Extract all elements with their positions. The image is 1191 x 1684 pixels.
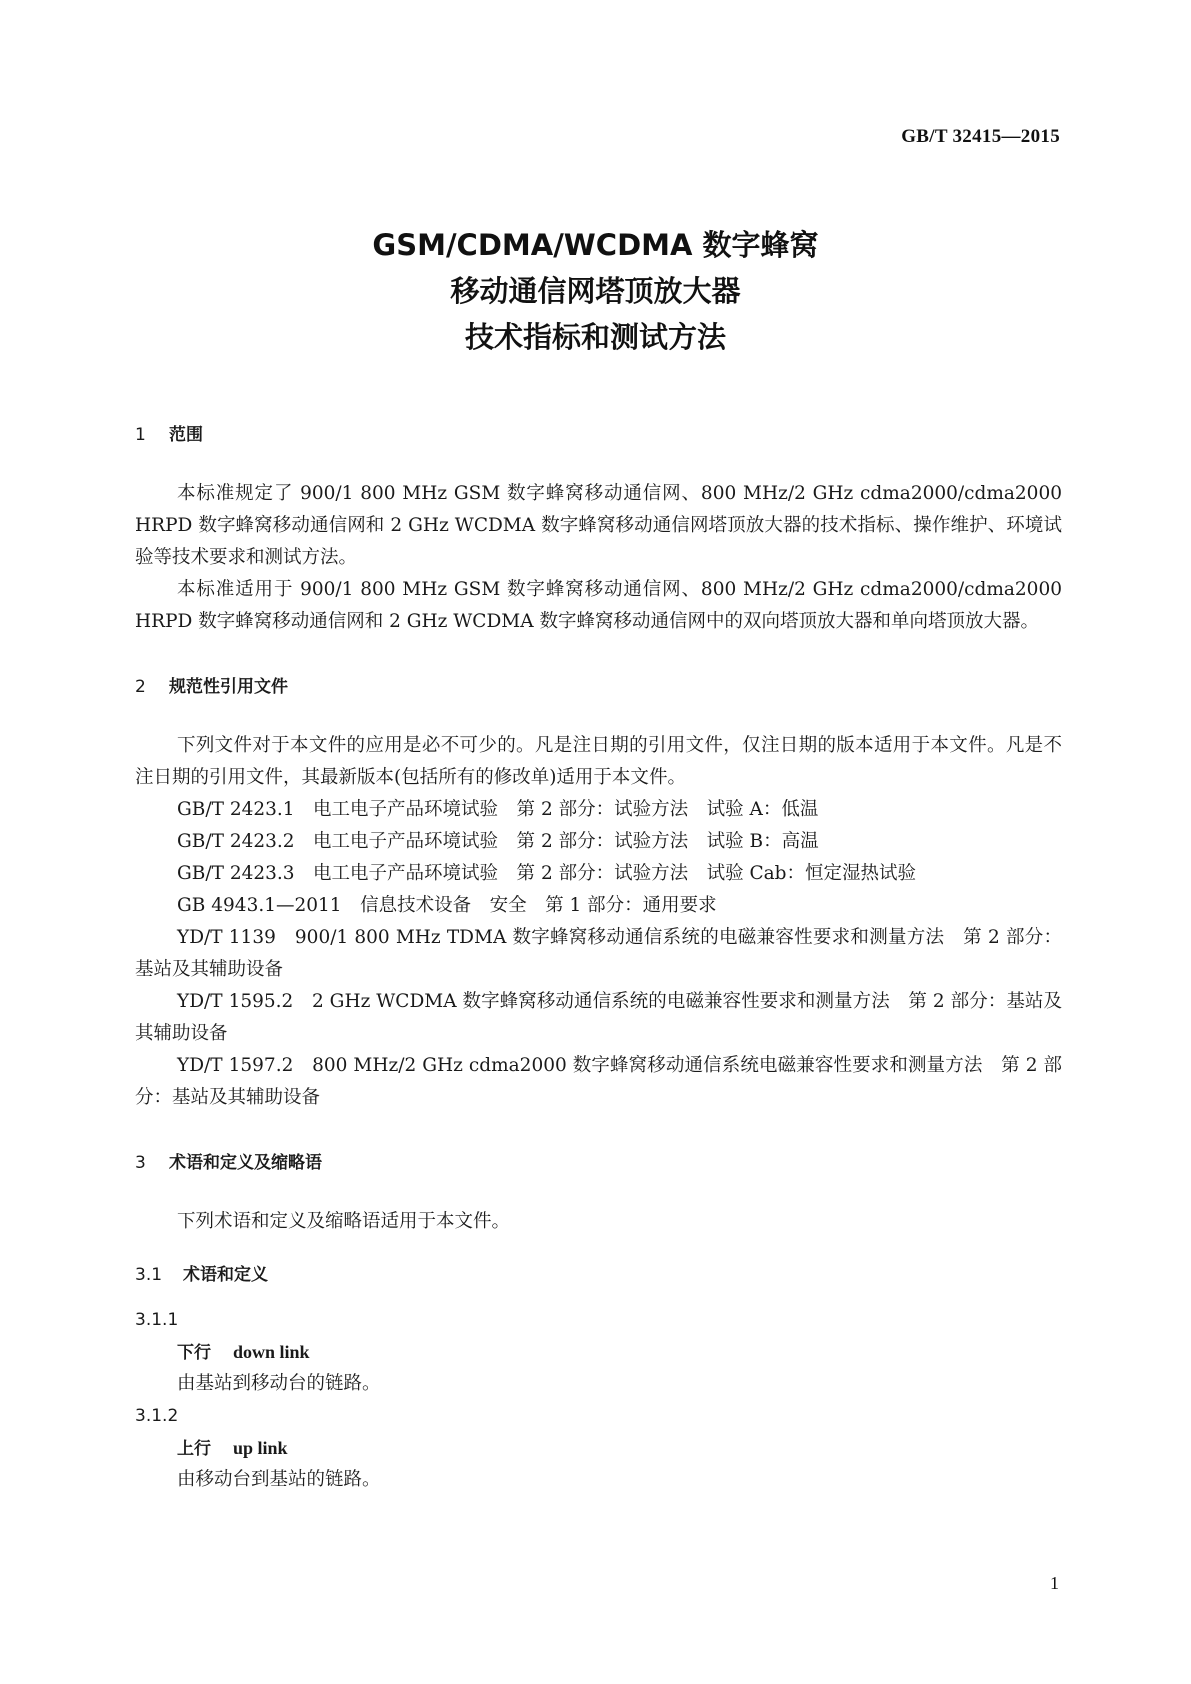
term-heading [135, 1336, 1062, 1368]
section-title: 术语和定义及缩略语 [169, 1153, 322, 1173]
section-title: 规范性引用文件 [169, 677, 288, 697]
section-3-heading [135, 1148, 1062, 1178]
section-title: 范围 [169, 425, 203, 445]
reference-item: YD/T 1595.2 2 GHz WCDMA 数字蜂窝移动通信系统的电磁兼容性要求和测量方法 第 2 部分：基站及其辅助设备 [135, 991, 1062, 1044]
section-number: 2 [135, 677, 146, 697]
scope-paragraph-2: 本标准适用于 900/1 800 MHz GSM 数字蜂窝移动通信网、800 MHz/2 GHz cdma2000/cdma2000 HRPD 数字蜂窝移动通信网和 2 GHz WCDMA 数字蜂窝移动通信网中的双向塔顶放大器和单向塔顶放大器。 [135, 579, 1062, 632]
term-zh: 上行 [177, 1439, 211, 1459]
subsection-3-1-heading [135, 1260, 1062, 1290]
document-body [135, 420, 1062, 1496]
subsection-number: 3.1 [135, 1265, 163, 1285]
title-line-2: 移动通信网塔顶放大器 [450, 274, 741, 308]
scope-paragraph-1: 本标准规定了 900/1 800 MHz GSM 数字蜂窝移动通信网、800 MHz/2 GHz cdma2000/cdma2000 HRPD 数字蜂窝移动通信网和 2 GHz WCDMA 数字蜂窝移动通信网塔顶放大器的技术指标、操作维护、环境试验等技术要求和测试方法。 [135, 483, 1062, 568]
title-line-3: 技术指标和测试方法 [464, 320, 726, 354]
document-title [0, 222, 1191, 360]
reference-item: YD/T 1597.2 800 MHz/2 GHz cdma2000 数字蜂窝移动通信系统电磁兼容性要求和测量方法 第 2 部分：基站及其辅助设备 [135, 1055, 1062, 1108]
reference-item: YD/T 1139 900/1 800 MHz TDMA 数字蜂窝移动通信系统的电磁兼容性要求和测量方法 第 2 部分：基站及其辅助设备 [135, 927, 1062, 980]
reference-item: GB/T 2423.2 电工电子产品环境试验 第 2 部分：试验方法 试验 B：高温 [177, 831, 819, 852]
section-2-heading [135, 672, 1062, 702]
standard-number: GB/T 32415—2015 [901, 126, 1060, 147]
terms-intro: 下列术语和定义及缩略语适用于本文件。 [177, 1211, 511, 1232]
term-number: 3.1.1 [135, 1310, 179, 1330]
reference-item: GB 4943.1—2011 信息技术设备 安全 第 1 部分：通用要求 [177, 895, 717, 916]
term-zh: 下行 [177, 1343, 211, 1363]
term-en: up link [233, 1438, 288, 1458]
section-number: 3 [135, 1153, 146, 1173]
page-number: 1 [1050, 1573, 1059, 1593]
term-heading [135, 1432, 1062, 1464]
term-definition: 由移动台到基站的链路。 [177, 1469, 381, 1490]
term-number: 3.1.2 [135, 1406, 179, 1426]
reference-item: GB/T 2423.3 电工电子产品环境试验 第 2 部分：试验方法 试验 Cab：恒定湿热试验 [177, 863, 917, 884]
title-line-1: GSM/CDMA/WCDMA 数字蜂窝 [372, 228, 819, 262]
references-intro: 下列文件对于本文件的应用是必不可少的。凡是注日期的引用文件，仅注日期的版本适用于本文件。凡是不注日期的引用文件，其最新版本(包括所有的修改单)适用于本文件。 [135, 735, 1062, 788]
term-definition: 由基站到移动台的链路。 [177, 1373, 381, 1394]
section-1-heading [135, 420, 1062, 450]
reference-item: GB/T 2423.1 电工电子产品环境试验 第 2 部分：试验方法 试验 A：低温 [177, 799, 819, 820]
term-en: down link [233, 1342, 310, 1362]
section-number: 1 [135, 425, 146, 445]
subsection-title: 术语和定义 [183, 1265, 268, 1285]
